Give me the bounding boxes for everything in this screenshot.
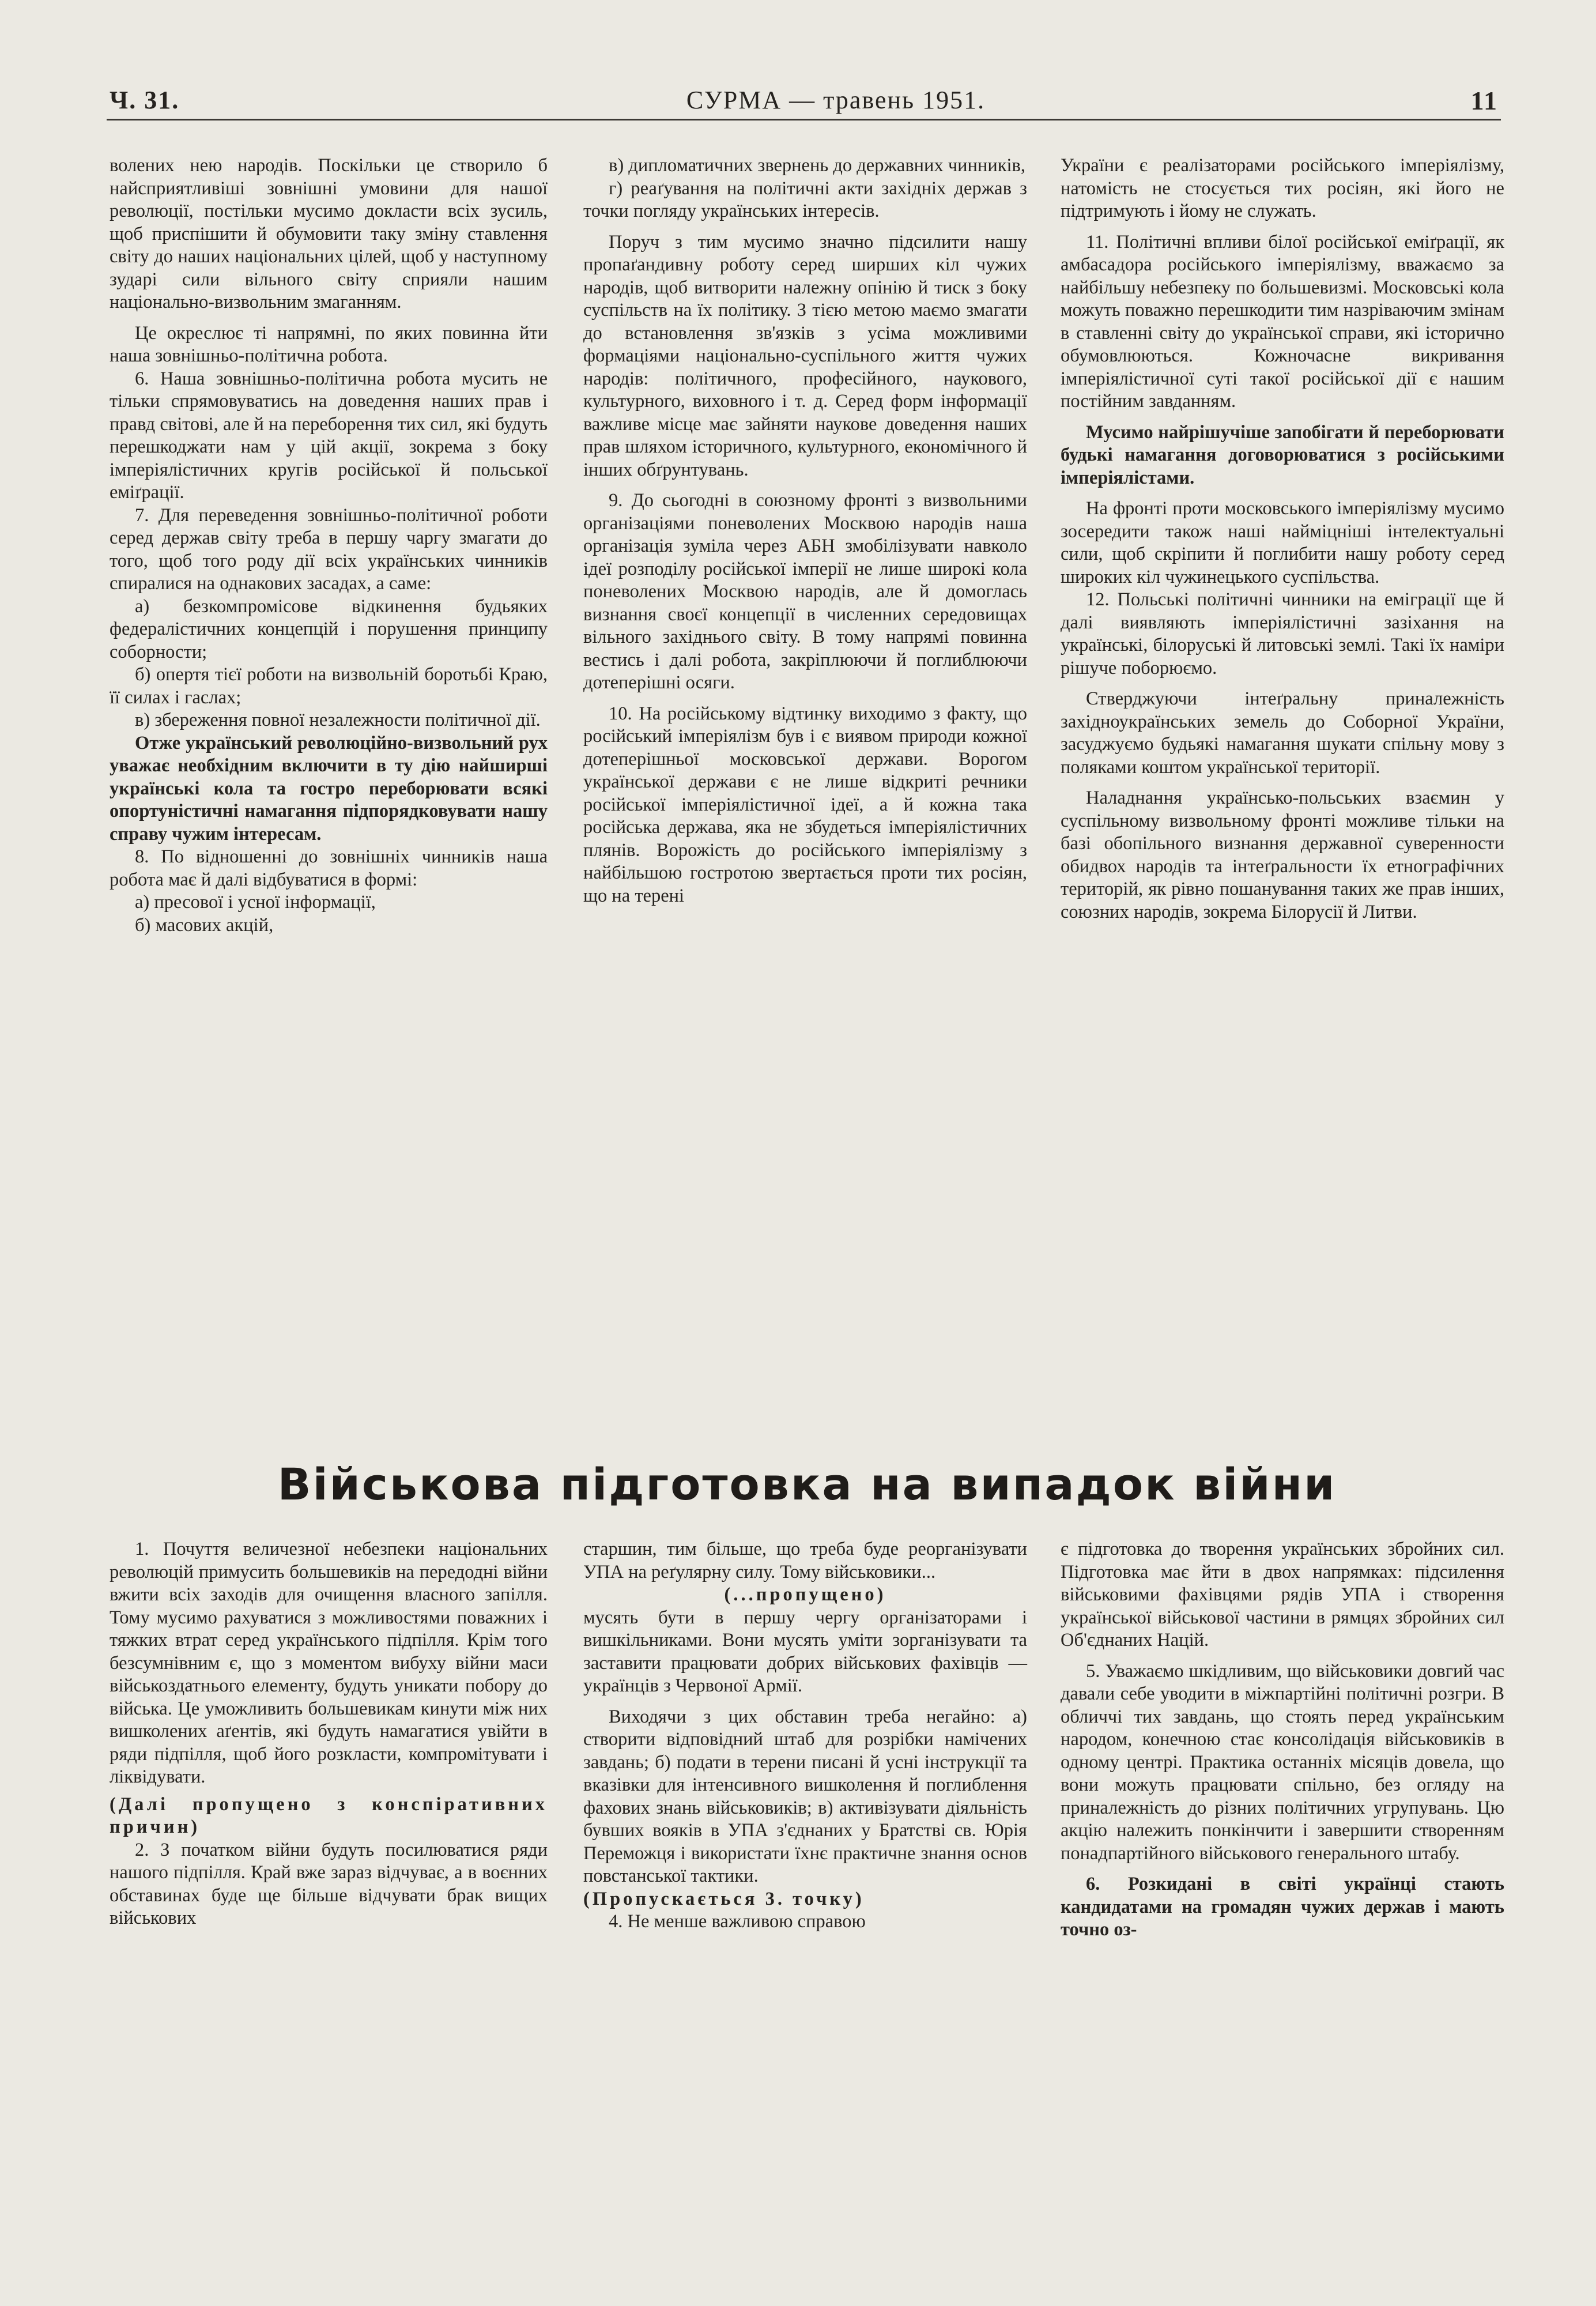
paragraph: Наладнання українсько-польських взаємин у суспільному визвольному фронті можливе тільки на базі обопільного визнання державної суверенности обидвох народів та інтеґральности їх етнографічних територій, як рівно пошанування таких же прав інших, союзних народів, зокрема Білорусії й Литви. xyxy=(1061,787,1504,922)
paragraph: 5. Уважаємо шкідливим, що військовики довгий час давали себе уводити в міжпартійні політичні розгри. В обличчі тих завдань, що стоять перед українським народом, конечною стає консолідація військовиків в одному центрі. Практика останніх місяців довела, що вони можуть працювати спільно, без огляду на приналежність до різних політичних угрупувань. Цю акцію належить понкінчити і завершити створенням понадпартійного військового генерального штабу. xyxy=(1061,1660,1504,1864)
paragraph: Це окреслює ті напрямні, по яких повинна йти наша зовнішньо-політична робота. xyxy=(110,322,548,366)
top-column-3 xyxy=(1061,155,1504,924)
header-rule xyxy=(107,119,1501,120)
paragraph: а) безкомпромісове відкинення будьяких федералістичних концепцій і порушення принципу соборности; xyxy=(110,596,548,662)
page-number: 11 xyxy=(1470,86,1498,115)
paragraph: в) дипломатичних звернень до державних чинників, xyxy=(609,155,1026,176)
top-column-1 xyxy=(110,155,548,937)
paragraph: Отже український революційно-визвольний рух уважає необхідним включити в ту дію найширші українські кола та гостро переборювати всякі опортуністичні намагання підпорядковувати нашу справу чужим інтересам. xyxy=(110,732,548,845)
omission-note: (...пропущено) xyxy=(724,1584,886,1605)
paragraph: 1. Почуття величезної небезпеки національних революцій примусить большевиків на передодні війни вжити всіх заходів для очищення власного запілля. Тому мусимо рахуватися з можливостями поважних і тяжких втрат серед українського підпілля. Крім того безсумнівним є, що з моментом вибуху війни маси військоздатнього елементу, будуть уникати побору до війська. Це уможливить большевикам кинути між них вишколених аґентів, які будуть намагатися увійти в ряди підпілля, щоб його розкласти, компромітувати і ліквідувати. xyxy=(110,1539,548,1787)
paragraph: б) масових акцій, xyxy=(135,914,274,936)
paragraph: мусять бути в першу чергу організаторами і вишкільниками. Вони мусять уміти зорганізувати та заставити працювати добрих військових фахівців — українців з Червоної Армії. xyxy=(583,1607,1027,1696)
paragraph: 7. Для переведення зовнішньо-політичної роботи серед держав світу треба в першу чаргу змагати до того, щоб того роду дії всіх українських чинників спиралися на однакових засадах, а саме: xyxy=(110,504,548,594)
paragraph: 8. По відношенні до зовнішніх чинників наша робота має й далі відбуватися в формі: xyxy=(110,846,548,890)
paragraph: 12. Польські політичні чинники на еміграції ще й далі виявляють імперіялістичні зазіхання на українські, білоруські й литовські землі. Такі їх наміри рішуче поборюємо. xyxy=(1061,589,1504,679)
bottom-column-1 xyxy=(110,1538,548,1930)
top-column-2 xyxy=(583,155,1027,907)
paragraph: б) опертя тієї роботи на визвольній боротьбі Краю, її силах і гаслах; xyxy=(110,664,548,708)
bottom-column-3 xyxy=(1061,1538,1504,1942)
paragraph: г) реаґування на політичні акти західніх держав з точки погляду українських інтересів. xyxy=(583,178,1027,221)
article-title: Військова підготовка на випадок війни xyxy=(277,1459,1337,1510)
paragraph: 6. Наша зовнішньо-політична робота мусить не тільки спрямовуватись на доведення наших прав і правд світові, але й на переборення тих сил, які будуть перешкоджати нам у цій акції, зокрема з боку імперіялістичних кругів російської й польської еміґрації. xyxy=(110,368,548,503)
omission-note: (Далі пропущено з конспіративних причин) xyxy=(110,1793,548,1837)
paragraph: Стверджуючи інтеґральну приналежність західноукраїнських земель до Соборної України, засуджуємо будьякі намагання шукати спільну мову з поляками коштом української території. xyxy=(1061,688,1504,778)
paragraph: 2. З початком війни будуть посилюватися ряди нашого підпілля. Край вже зараз відчуває, а в воєнних обставинах буде ще більше відчувати брак вищих військових xyxy=(110,1839,548,1928)
paragraph: 11. Політичні впливи білої російської еміґрації, як амбасадора російського імперіялізму, вважаємо за найбільшу небезпеку по большевизмі. Московські кола можуть поважно перешкодити тим назріваючим змінам в ставленні світу до української справи, які історично обумовлюються. Кожночасне викривання імперіялістичної суті такої російської дії є нашим постійним завданням. xyxy=(1061,231,1504,412)
bottom-column-2 xyxy=(583,1538,1027,1934)
paragraph: волених нею народів. Поскільки це створило б найсприятливіші зовнішні умовини для нашої революції, постільки мусимо докласти всіх зусиль, щоб приспішити й обумовити таку зміну ставлення світу до наших національних цілей, щоб у наступному зударі сили вільного світу сприяли нашим національно-визвольним змаганням. xyxy=(110,155,548,312)
paragraph: Поруч з тим мусимо значно підсилити нашу пропаґандивну роботу серед ширших кіл чужих народів, щоб витворити належну опінію й тиск з боку суспільств на їх політику. З тією метою маємо змагати до встановлення зв'язків з усіма можливими формаціями національно-суспільного життя чужих народів: політичного, професійного, наукового, культурного, виховного і т. д. Серед форм інформації важливе місце має зайняти наукове доведення наших прав шляхом історичного, культурного, економічного й інших обґрунтувань. xyxy=(583,231,1027,480)
paragraph: старшин, тим більше, що треба буде реорганізувати УПА на реґулярну силу. Тому військовики... xyxy=(583,1539,1027,1582)
paragraph: 10. На російському відтинку виходимо з факту, що російський імперіялізм був і є виявом природи кожної дотеперішньої московської держави. Ворогом української держави є не лише відкриті речники російської імперіялістичної ідеї, а й кожна така російська держава, яка не збудеться імперіялістичних плянів. Ворожість до російського імперіялізму з найбільшою гостротою звертається проти тих росіян, що на терені xyxy=(583,703,1027,906)
masthead-line: СУРМА — травень 1951. xyxy=(686,86,986,114)
paragraph: На фронті проти московського імперіялізму мусимо зосередити також наші найміцніші інтелектуальні сили, щоб скріпити й поглибити нашу роботу серед широких кіл чужинецького суспільства. xyxy=(1061,498,1504,587)
paragraph: 4. Не менше важливою справою xyxy=(609,1911,866,1932)
omission-note: (Пропускається 3. точку) xyxy=(583,1888,865,1909)
paragraph: а) пресової і усної інформації, xyxy=(135,892,376,913)
paragraph: 9. До сьогодні в союзному фронті з визвольними організаціями поневолених Москвою народів наша організація зуміла через АБН змобілізувати навколо ідеї розподілу російської імперії не лише широкі кола поневолених Москвою народів, але й домоглась визнання своєї концепції в численних середовищах вільного західнього світу. В тому напрямі повинна вестись і далі робота, закріплюючи й поглиблюючи дотеперішні осяги. xyxy=(583,490,1027,693)
paragraph: 6. Розкидані в світі українці стають кандидатами на громадян чужих держав і мають точно оз- xyxy=(1061,1874,1504,1940)
paragraph: в) збереження повної незалежности політичної дії. xyxy=(135,710,541,730)
paragraph: є підготовка до творення українських збройних сил. Підготовка має йти в двох напрямках: підсилення військовими фахівцями рядів УПА і створення української військової частини в рямцях збройних сил Об'єднаних Націй. xyxy=(1061,1539,1504,1651)
paragraph: України є реалізаторами російського імперіялізму, натомість не стосується тих росіян, які його не підтримують і йому не служать. xyxy=(1061,155,1504,221)
issue-number: Ч. 31. xyxy=(110,86,180,114)
paragraph: Мусимо найрішучіше запобігати й переборювати будькі намагання договорюватися з російськими імперіялістами. xyxy=(1061,421,1504,488)
paragraph: Виходячи з цих обставин треба негайно: а) створити відповідний штаб для розрібки намічених завдань; б) подати в терени писані й усні інструкції та вказівки для інтенсивного вишколення й поглиблення фахових знань військовиків; в) активізувати діяльність бувших вояків в УПА з'єднаних у Братстві св. Юрія Переможця і використати їхнє практичне знання основ повстанської тактики. xyxy=(583,1706,1027,1886)
